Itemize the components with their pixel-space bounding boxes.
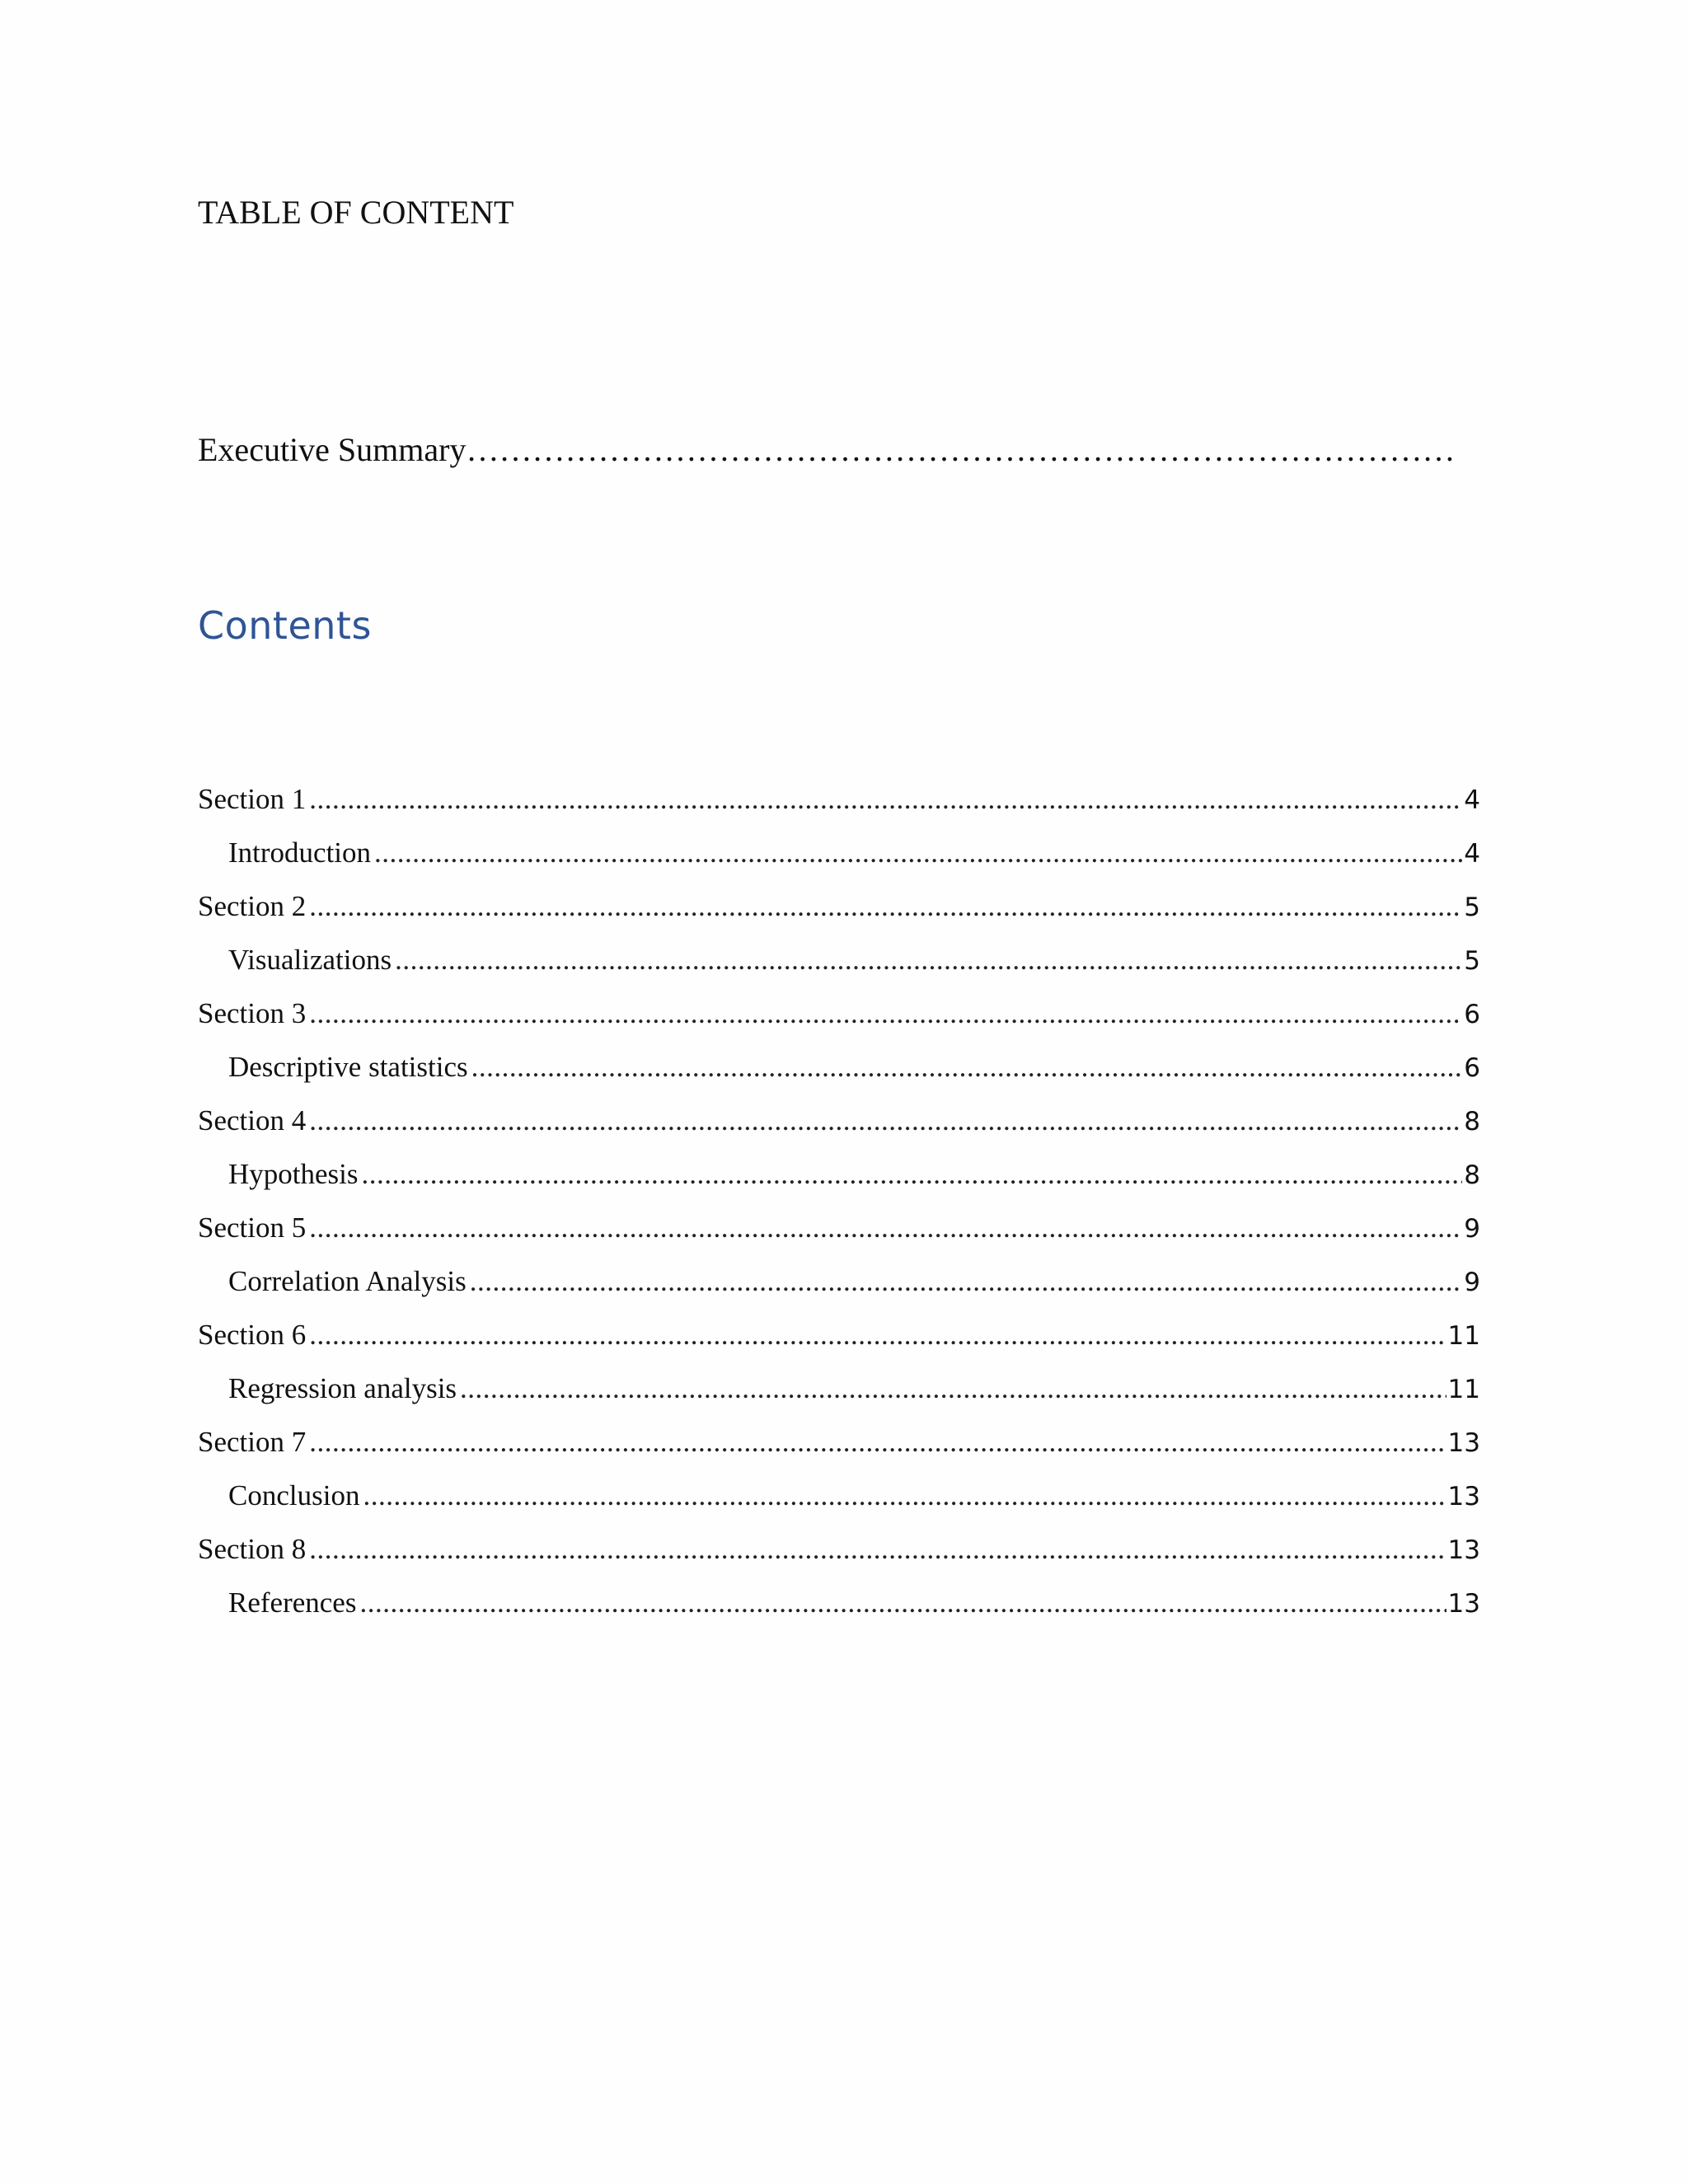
toc-leader-dots bbox=[471, 1051, 1463, 1084]
executive-summary-line: Executive Summary……………………………………………………………………………… bbox=[198, 431, 1456, 468]
toc-entry-label: Section 5 bbox=[198, 1212, 307, 1244]
toc-entry-conclusion[interactable] bbox=[198, 1479, 1480, 1533]
toc-entry-regression-analysis[interactable] bbox=[198, 1372, 1480, 1426]
toc-entry-label: Section 4 bbox=[198, 1104, 307, 1137]
toc-entry-references[interactable] bbox=[198, 1586, 1480, 1640]
toc-entry-correlation-analysis[interactable] bbox=[198, 1265, 1480, 1319]
toc-entry-page: 6 bbox=[1464, 1000, 1480, 1029]
contents-title: Contents bbox=[198, 603, 372, 648]
toc-leader-dots bbox=[309, 997, 1462, 1030]
toc-entry-visualizations[interactable] bbox=[198, 944, 1480, 997]
toc-leader-dots bbox=[309, 783, 1462, 816]
toc-entry-section-8[interactable] bbox=[198, 1533, 1480, 1586]
toc-entry-label: Regression analysis bbox=[228, 1372, 457, 1404]
toc-entry-label: Section 3 bbox=[198, 997, 307, 1029]
toc-entry-page: 4 bbox=[1464, 839, 1480, 869]
toc-entry-label: Section 1 bbox=[198, 783, 307, 815]
toc-entry-label: Hypothesis bbox=[228, 1158, 359, 1190]
toc-leader-dots bbox=[309, 1319, 1446, 1352]
toc-leader-dots bbox=[309, 1533, 1446, 1566]
toc-entry-label: Descriptive statistics bbox=[228, 1051, 468, 1083]
toc-entry-page: 5 bbox=[1464, 946, 1480, 976]
toc-entry-section-6[interactable] bbox=[198, 1319, 1480, 1372]
toc-entry-label: Correlation Analysis bbox=[228, 1265, 467, 1297]
toc-leader-dots bbox=[309, 1426, 1446, 1459]
toc-entry-hypothesis[interactable] bbox=[198, 1158, 1480, 1212]
page-heading: TABLE OF CONTENT bbox=[198, 194, 514, 231]
toc-leader-dots bbox=[395, 944, 1462, 977]
toc-entry-page: 13 bbox=[1447, 1428, 1480, 1458]
toc-entry-label: Conclusion bbox=[228, 1479, 360, 1511]
toc-entry-section-3[interactable] bbox=[198, 997, 1480, 1051]
toc-leader-dots bbox=[309, 890, 1462, 923]
toc-leader-dots bbox=[362, 1158, 1463, 1191]
toc-entry-section-5[interactable] bbox=[198, 1212, 1480, 1265]
toc-entry-label: Section 6 bbox=[198, 1319, 307, 1351]
toc-entry-label: References bbox=[228, 1586, 357, 1619]
toc-entry-section-7[interactable] bbox=[198, 1426, 1480, 1479]
toc-leader-dots bbox=[309, 1104, 1462, 1137]
toc-entry-page: 13 bbox=[1447, 1482, 1480, 1511]
toc-entry-page: 11 bbox=[1447, 1375, 1480, 1404]
toc-entry-label: Section 8 bbox=[198, 1533, 307, 1565]
toc-entry-page: 9 bbox=[1464, 1268, 1480, 1297]
toc-entry-page: 4 bbox=[1464, 785, 1480, 815]
toc-entry-section-1[interactable] bbox=[198, 783, 1480, 837]
toc-entry-page: 9 bbox=[1464, 1214, 1480, 1244]
toc-entry-section-4[interactable] bbox=[198, 1104, 1480, 1158]
toc-entry-label: Introduction bbox=[228, 837, 372, 869]
toc-leader-dots bbox=[363, 1479, 1446, 1512]
toc-entry-descriptive-statistics[interactable] bbox=[198, 1051, 1480, 1104]
toc-entry-label: Visualizations bbox=[228, 944, 392, 976]
toc-list bbox=[198, 783, 1480, 1640]
toc-entry-page: 13 bbox=[1447, 1535, 1480, 1565]
toc-entry-page: 13 bbox=[1447, 1589, 1480, 1619]
toc-entry-section-2[interactable] bbox=[198, 890, 1480, 944]
toc-entry-page: 11 bbox=[1447, 1321, 1480, 1351]
toc-leader-dots bbox=[374, 837, 1462, 869]
toc-entry-label: Section 7 bbox=[198, 1426, 307, 1458]
toc-entry-page: 8 bbox=[1464, 1160, 1480, 1190]
toc-entry-page: 6 bbox=[1464, 1053, 1480, 1083]
toc-leader-dots bbox=[470, 1265, 1463, 1298]
toc-leader-dots bbox=[309, 1212, 1462, 1244]
toc-entry-label: Section 2 bbox=[198, 890, 307, 922]
toc-entry-page: 5 bbox=[1464, 893, 1480, 922]
toc-leader-dots bbox=[359, 1586, 1446, 1619]
toc-entry-page: 8 bbox=[1464, 1107, 1480, 1137]
toc-entry-introduction[interactable] bbox=[198, 837, 1480, 890]
toc-leader-dots bbox=[460, 1372, 1447, 1405]
